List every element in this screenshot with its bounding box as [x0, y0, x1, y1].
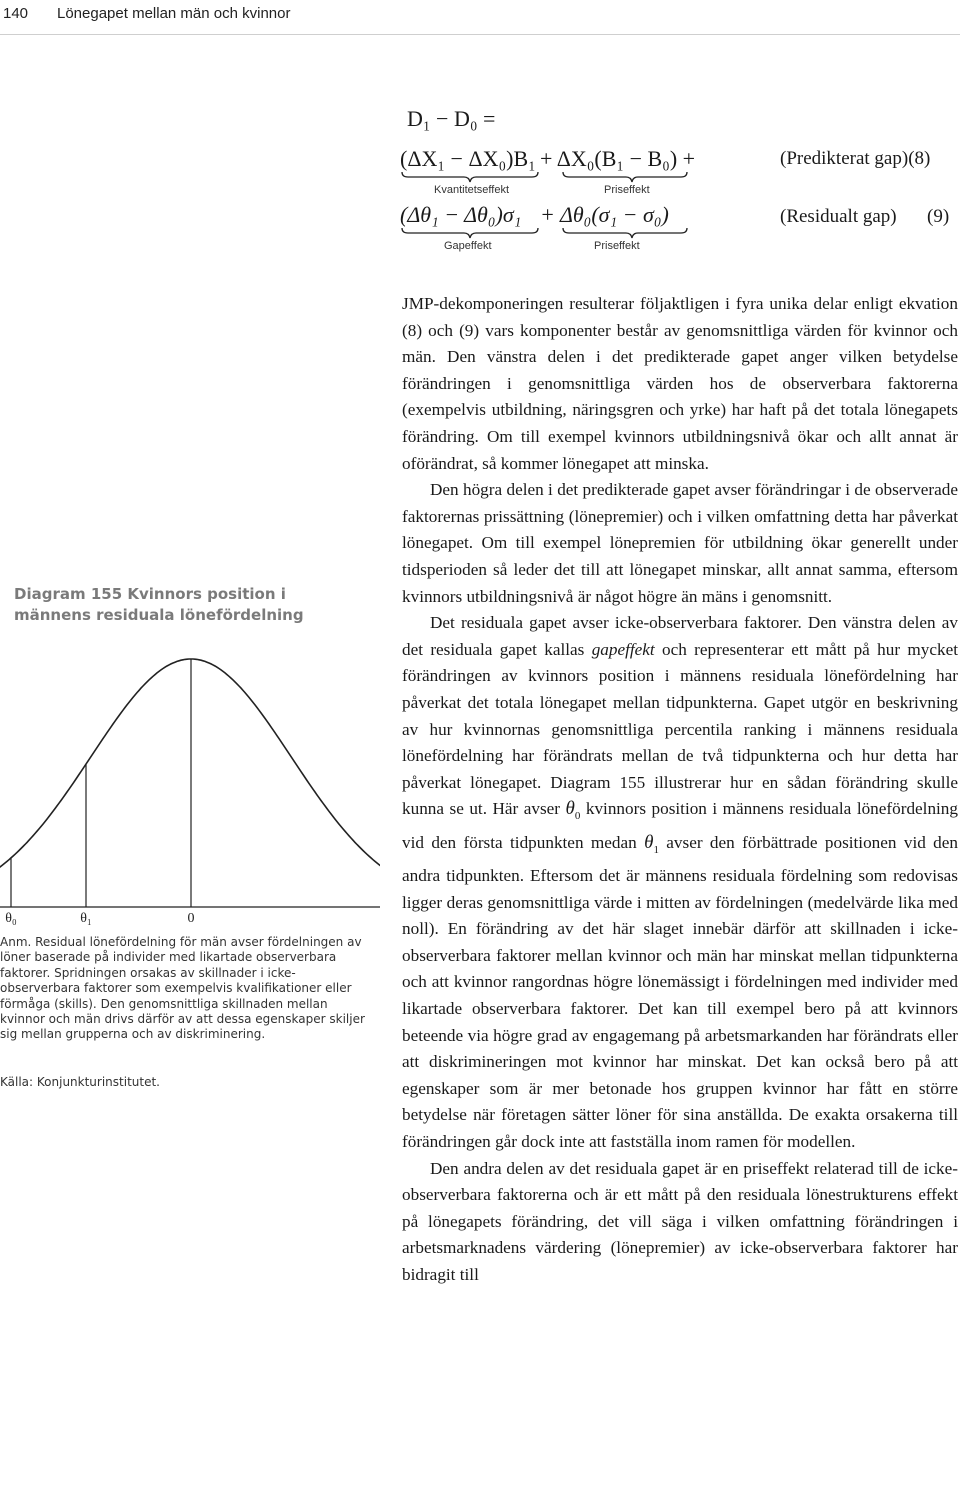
theta-1-sub: 1: [653, 843, 659, 856]
equation-8-braces: [400, 170, 700, 184]
equation-8-quantity-term: (ΔX₁ − ΔX₀)B₁: [400, 146, 536, 171]
tick-label-0: θ₀: [5, 911, 17, 926]
equation-lhs: D₁ − D₀ =: [407, 106, 496, 131]
diagram-source: Källa: Konjunkturinstitutet.: [0, 1075, 160, 1089]
p3-part-d: avser den förbättrade positionen vid den andra tidpunkten. Eftersom det är männens residuala fördelning som redovisas ligger deras genomsnittliga värde i mitten av fördelningen (medelvärde lika med noll). En förändring av det här slaget innebär därför att skillnaden i icke-observerbara faktorer mellan kvinnor och män har minskat mellan tidpunkterna och att kvinnor rangordnas högre lönemässigt i fördelningen med individer med likartade observerbara faktorer. Det kan till exempel bero på att kvinnors beteende via högre grad av engagemang på arbetsmarkanden har förändrats eller att diskrimineringen mot kvinnor har minskat. Det kan också bero på att egenskaper som är mer betonade hos gruppen kvinnor har fått en större betydelse när företagen sätter löner för sina anställda. De exakta orsakerna till förändringen går dock inte att fastställa inom ramen för modellen.: [402, 832, 959, 1151]
price-effect-label-9: Priseffekt: [594, 240, 640, 252]
paragraph-1: JMP-dekomponeringen resulterar följaktligen i fyra unika delar enligt ekvation (8) och (9) vars komponenter består av genomsnittliga värden för kvinnor och män. Den vänstra delen i det predikterade gapet anger vilken betydelse förändringen i genomsnittliga värden hos de observerbara faktorerna (exempelvis utbildning, näringsgren och yrke) har haft på det totala lönegapets förändring. Om till exempel kvinnors utbildningsnivå ökar och allt annat är oförändrat, så kommer lönegapet att minska.: [402, 294, 958, 473]
marker-lines: [11, 659, 191, 907]
page-header: [0, 0, 960, 30]
tick-labels: [5, 911, 194, 926]
distribution-chart: [0, 640, 380, 930]
gapeffekt-term: gapeffekt: [591, 639, 655, 659]
equation-8-price-term: + ΔX₀(B₁ − B₀) +: [540, 146, 696, 171]
paragraph-4: Den andra delen av det residuala gapet är en priseffekt relaterad till de icke-observerbara faktorerna och är ett mått på den residuala lönestrukturens effekt på lönegapets förändring, det vill säga i vilken omfattning förändringen i arbetsmarknadens värdering (lönepremier) av icke-observerbara faktorer har bidragit till: [402, 1158, 958, 1284]
equation-9-price-term: + Δθ₀(σ₁ − σ₀): [540, 202, 669, 227]
p3-part-a: Det residuala gapet avser icke-observerbara faktorer. Den vänstra delen av det residuala gapet kallas: [402, 613, 958, 659]
header-rule: [0, 34, 960, 35]
normal-curve: [0, 659, 380, 885]
gap-effect-label: Gapeffekt: [444, 240, 492, 252]
price-effect-label-8: Priseffekt: [604, 184, 650, 196]
quantity-effect-label: Kvantitetseffekt: [434, 184, 510, 196]
equation-8-label: (Predikterat gap)(8): [780, 148, 931, 169]
tick-label-2: 0: [187, 911, 195, 926]
theta-0-symbol: [565, 798, 581, 823]
equation-9-number: (9): [927, 206, 950, 227]
paragraph-3: [402, 610, 958, 1155]
theta-1-symbol: [644, 831, 659, 856]
equation-9-gap-term: (Δθ₁ − Δθ₀)σ₁: [400, 202, 522, 227]
theta-0-glyph: θ: [565, 798, 575, 820]
theta-1-glyph: θ: [644, 831, 654, 853]
page-number: 140: [3, 5, 29, 22]
running-title: Lönegapet mellan män och kvinnor: [57, 5, 291, 22]
p3-part-b: och representerar ett mått på hur mycket förändringen av kvinnors position i männens residuala lönefördelning har påverkat det totala lönegapet mellan tidpunkterna. Gapet utgör en beskrivning av hur kvinnornas genomsnittliga percentila ranking i männens residuala lönefördelning har förändrats mellan de två tidpunkterna och hur detta har påverkat lönegapet. Diagram 155 illustrerar hur en sådan förändring skulle kunna se ut. Här avser: [402, 639, 958, 819]
equation-9-label: (Residualt gap): [780, 206, 897, 227]
diagram-note: Anm. Residual lönefördelning för män avser fördelningen av löner baserade på individer med likartade observerbara faktorer. Spridningen orsakas av skillnader i icke-observerbara faktorer som exempelvis kvalifikationer eller förmåga (skills). Den genomsnittliga skillnaden mellan kvinnor och män drivs därför av att dessa egenskaper skiljer sig mellan grupperna och av diskriminering.: [0, 935, 365, 1042]
theta-0-sub: 0: [574, 810, 581, 823]
diagram-title: Diagram 155 Kvinnors position i männens residuala lönefördelning: [14, 585, 304, 624]
tick-label-1: θ₁: [80, 911, 92, 926]
equation-9-braces: [400, 226, 700, 240]
paragraph-2: Den högra delen i det predikterade gapet avser förändringar i de observerade faktorernas prissättning (lönepremier) och i vilken omfattning detta har påverkat lönegapet. Om till exempel lönepremien för utbildning ökar generellt under tidsperioden så leder det till att lönegapet minskar, allt annat samma, eftersom kvinnors utbildningsnivå är något högre än mäns i genomsnitt.: [402, 480, 958, 606]
body-text: [402, 291, 958, 1289]
p3-part-c: kvinnors position i männens residuala lönefördelning vid den första tidpunkten medan: [402, 799, 958, 852]
